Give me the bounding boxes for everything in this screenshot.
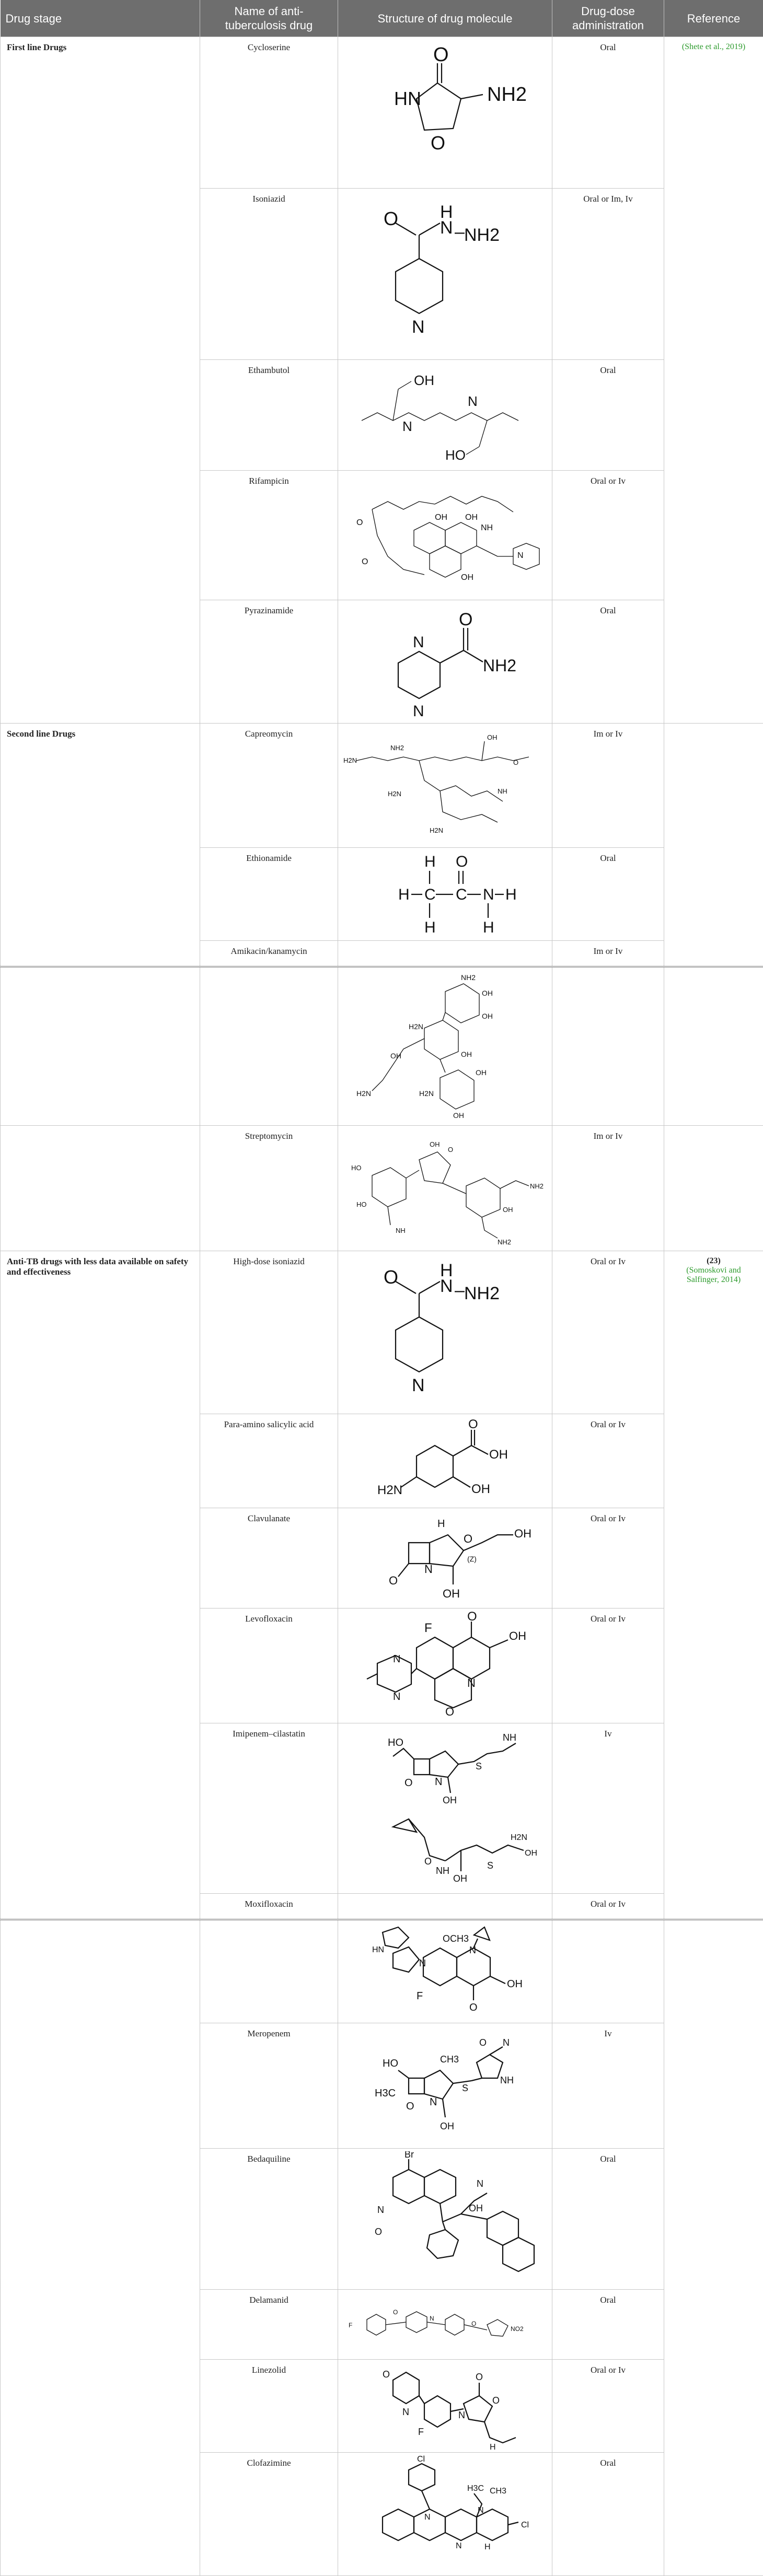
svg-text:NH2: NH2: [498, 1238, 511, 1246]
stage-continuation-2-empty: [1, 1920, 200, 2576]
svg-text:NH2: NH2: [464, 1284, 500, 1303]
svg-text:H: H: [424, 919, 436, 936]
svg-text:H: H: [398, 886, 410, 903]
svg-text:N: N: [440, 1276, 453, 1296]
svg-text:OH: OH: [443, 1587, 460, 1600]
svg-text:S: S: [462, 2083, 468, 2093]
svg-text:CH3: CH3: [490, 2487, 506, 2496]
svg-text:N: N: [430, 2096, 437, 2108]
svg-text:Br: Br: [404, 2151, 414, 2160]
svg-text:F: F: [424, 1621, 432, 1635]
drug-name-cycloserine: Cycloserine: [200, 37, 338, 189]
svg-text:N: N: [483, 886, 494, 903]
svg-text:NH2: NH2: [483, 656, 516, 675]
drug-name-ethionamide: Ethionamide: [200, 848, 338, 941]
svg-text:NO2: NO2: [511, 2325, 524, 2333]
drug-name-ethambutol: Ethambutol: [200, 360, 338, 471]
svg-text:O: O: [467, 1611, 477, 1624]
svg-text:OH: OH: [390, 1052, 401, 1060]
stage-anti-tb-less-data: Anti-TB drugs with less data available on safety and effectiveness: [1, 1251, 200, 1920]
svg-text:H2N: H2N: [377, 1483, 402, 1497]
bedaquiline-structure-icon: [338, 2149, 552, 2290]
svg-text:O: O: [384, 1266, 398, 1288]
svg-text:O: O: [404, 1777, 413, 1789]
admin-meropenem: Iv: [552, 2023, 664, 2149]
svg-text:NH: NH: [436, 1866, 449, 1876]
table-row: [1, 967, 763, 1126]
drug-name-bedaquiline: Bedaquiline: [200, 2149, 338, 2290]
svg-text:O: O: [448, 1146, 453, 1153]
svg-text:H2N: H2N: [388, 790, 401, 798]
admin-isoniazid: Oral or Im, Iv: [552, 189, 664, 360]
svg-text:HN: HN: [394, 88, 421, 109]
svg-text:N: N: [477, 2178, 483, 2189]
svg-text:O: O: [383, 2369, 390, 2380]
stage-first-line: First line Drugs: [1, 37, 200, 724]
drug-name-capreomycin: Capreomycin: [200, 724, 338, 848]
svg-text:NH: NH: [500, 2075, 514, 2085]
svg-text:N: N: [413, 634, 424, 651]
meropenem-structure-icon: [338, 2023, 552, 2149]
svg-text:OH: OH: [440, 2121, 454, 2131]
drug-name-isoniazid: Isoniazid: [200, 189, 338, 360]
svg-text:OH: OH: [453, 1111, 464, 1120]
svg-text:H: H: [490, 2443, 496, 2451]
svg-text:S: S: [487, 1860, 493, 1871]
svg-text:H: H: [440, 1261, 453, 1280]
svg-text:F: F: [349, 2322, 352, 2329]
header-drug-name: Name of anti-tuberculosis drug: [200, 0, 338, 37]
high-dose-isoniazid-structure-icon: [338, 1251, 552, 1414]
svg-text:OH: OH: [453, 1873, 467, 1884]
drug-name-pas: Para-amino salicylic acid: [200, 1414, 338, 1508]
drug-name-rifampicin: Rifampicin: [200, 471, 338, 600]
amikacin-structure-empty: [338, 941, 552, 967]
svg-text:O: O: [406, 2101, 414, 2112]
svg-text:Cl: Cl: [417, 2455, 425, 2464]
clavulanate-structure-icon: [338, 1508, 552, 1608]
admin-linezolid: Oral or Iv: [552, 2360, 664, 2453]
drug-name-meropenem: Meropenem: [200, 2023, 338, 2149]
admin-rifampicin: Oral or Iv: [552, 471, 664, 600]
header-administration: Drug-dose administration: [552, 0, 664, 37]
svg-text:Cl: Cl: [521, 2521, 529, 2530]
svg-text:O: O: [456, 853, 468, 870]
svg-text:N: N: [430, 2315, 434, 2322]
reference-continuation-2-empty: [664, 1920, 763, 2576]
svg-text:O: O: [468, 1417, 478, 1431]
svg-text:OH: OH: [430, 1140, 440, 1148]
svg-text:N: N: [468, 393, 478, 409]
admin-ethambutol: Oral: [552, 360, 664, 471]
svg-text:OH: OH: [482, 1012, 493, 1020]
svg-text:NH: NH: [481, 523, 493, 532]
svg-text:N: N: [393, 1653, 400, 1665]
ethambutol-structure-icon: [338, 360, 552, 471]
admin-clavulanate: Oral or Iv: [552, 1508, 664, 1608]
svg-text:OH: OH: [443, 1795, 457, 1805]
svg-text:OH: OH: [461, 573, 473, 582]
svg-text:O: O: [384, 208, 398, 229]
svg-text:O: O: [362, 557, 368, 566]
svg-text:O: O: [459, 610, 472, 630]
svg-text:NH2: NH2: [390, 744, 404, 752]
admin-delamanid: Oral: [552, 2290, 664, 2360]
rifampicin-structure-icon: [338, 471, 552, 600]
svg-text:O: O: [431, 132, 445, 154]
levofloxacin-structure-icon: [338, 1608, 552, 1723]
admin-cycloserine: Oral: [552, 37, 664, 189]
svg-text:(Z): (Z): [467, 1555, 477, 1563]
svg-text:N: N: [393, 1691, 400, 1703]
svg-text:N: N: [424, 2513, 431, 2522]
svg-text:HO: HO: [383, 2058, 398, 2069]
admin-pas: Oral or Iv: [552, 1414, 664, 1508]
cycloserine-structure-icon: [338, 37, 552, 189]
drug-name-high-dose-isoniazid: High-dose isoniazid: [200, 1251, 338, 1414]
svg-text:N: N: [412, 1376, 425, 1395]
admin-streptomycin: Im or Iv: [552, 1126, 664, 1251]
svg-text:OH: OH: [525, 1849, 537, 1858]
amikacin-structure-icon: [338, 967, 552, 1126]
svg-text:N: N: [517, 551, 524, 560]
svg-text:F: F: [418, 2427, 424, 2437]
svg-text:F: F: [417, 1990, 423, 2002]
table-row: [1, 1920, 763, 2023]
svg-text:NH2: NH2: [461, 973, 476, 982]
admin-moxifloxacin: Oral or Iv: [552, 1894, 664, 1920]
svg-text:H: H: [440, 202, 453, 222]
isoniazid-structure-icon: [338, 189, 552, 360]
svg-text:N: N: [456, 2542, 462, 2550]
svg-text:–: –: [455, 1280, 465, 1300]
svg-text:H2N: H2N: [343, 756, 357, 764]
capreomycin-structure-icon: [338, 724, 552, 848]
table-row: [1, 724, 763, 848]
svg-text:OH: OH: [509, 1629, 526, 1642]
admin-bedaquiline: Oral: [552, 2149, 664, 2290]
admin-capreomycin: Im or Iv: [552, 724, 664, 848]
drug-name-clavulanate: Clavulanate: [200, 1508, 338, 1608]
svg-text:OH: OH: [465, 513, 478, 522]
svg-text:OCH3: OCH3: [443, 1933, 469, 1944]
svg-text:C: C: [424, 886, 436, 903]
svg-text:O: O: [424, 1856, 432, 1867]
svg-text:O: O: [445, 1705, 454, 1718]
svg-text:H2N: H2N: [511, 1833, 527, 1842]
drug-name-amikacin: Amikacin/kanamycin: [200, 941, 338, 967]
delamanid-structure-icon: [338, 2290, 552, 2360]
svg-text:OH: OH: [435, 513, 447, 522]
header-reference: Reference: [664, 0, 763, 37]
svg-text:H2N: H2N: [430, 826, 443, 834]
svg-text:N: N: [377, 2205, 384, 2215]
svg-text:H: H: [483, 919, 494, 936]
svg-text:N: N: [478, 2506, 484, 2515]
svg-text:C: C: [456, 886, 467, 903]
svg-text:N: N: [435, 1776, 442, 1788]
svg-text:O: O: [469, 2002, 478, 2013]
svg-text:NH: NH: [396, 1227, 406, 1234]
svg-text:N: N: [402, 2407, 409, 2417]
drug-name-streptomycin: Streptomycin: [200, 1126, 338, 1251]
svg-text:NH: NH: [498, 787, 507, 795]
svg-text:N: N: [419, 1958, 426, 1968]
header-structure: Structure of drug molecule: [338, 0, 552, 37]
admin-ethionamide: Oral: [552, 848, 664, 941]
drug-name-clofazimine: Clofazimine: [200, 2453, 338, 2576]
admin-clofazimine: Oral: [552, 2453, 664, 2576]
svg-text:O: O: [375, 2227, 382, 2237]
svg-text:OH: OH: [487, 733, 498, 741]
clofazimine-structure-icon: [338, 2453, 552, 2576]
svg-text:OH: OH: [507, 1978, 523, 1990]
svg-text:OH: OH: [414, 372, 434, 388]
moxifloxacin-structure-icon: [338, 1920, 552, 2023]
svg-text:O: O: [492, 2395, 500, 2406]
svg-text:O: O: [471, 2320, 476, 2327]
svg-text:H2N: H2N: [419, 1089, 434, 1098]
imipenem-structure-icon: [338, 1723, 552, 1894]
svg-text:N: N: [402, 418, 412, 434]
admin-continuation-2-empty: [552, 1920, 664, 2023]
svg-text:OH: OH: [476, 1068, 487, 1077]
admin-high-dose-isoniazid: Oral or Iv: [552, 1251, 664, 1414]
reference-second-line-empty: [664, 724, 763, 967]
header-drug-stage: Drug stage: [1, 0, 200, 37]
svg-text:OH: OH: [471, 1482, 490, 1496]
ethionamide-structure-icon: [338, 848, 552, 941]
svg-text:CH3: CH3: [440, 2054, 459, 2065]
drug-name-continuation-empty: [200, 967, 338, 1126]
svg-text:H2N: H2N: [356, 1089, 371, 1098]
admin-amikacin: Im or Iv: [552, 941, 664, 967]
svg-text:HO: HO: [388, 1737, 403, 1749]
svg-text:O: O: [356, 518, 363, 527]
admin-continuation-empty: [552, 967, 664, 1126]
svg-text:HO: HO: [351, 1164, 362, 1172]
stage-second-line: Second line Drugs: [1, 724, 200, 967]
svg-text:HO: HO: [445, 447, 466, 463]
svg-text:O: O: [479, 2037, 487, 2048]
svg-text:OH: OH: [503, 1206, 513, 1214]
svg-text:OH: OH: [482, 989, 493, 997]
svg-text:OH: OH: [469, 2203, 483, 2213]
drug-name-levofloxacin: Levofloxacin: [200, 1608, 338, 1723]
svg-text:HN: HN: [372, 1945, 384, 1954]
svg-text:N: N: [469, 1945, 476, 1955]
stage-continuation-empty: [1, 967, 200, 1126]
svg-text:N: N: [467, 1676, 476, 1689]
svg-text:H: H: [484, 2543, 491, 2551]
svg-text:NH: NH: [503, 1732, 516, 1743]
svg-text:O: O: [513, 759, 518, 766]
drug-name-moxifloxacin: Moxifloxacin: [200, 1894, 338, 1920]
svg-text:OH: OH: [489, 1448, 508, 1462]
drug-name-continuation-2-empty: [200, 1920, 338, 2023]
svg-text:N: N: [440, 218, 453, 238]
reference-streptomycin-empty: [664, 1126, 763, 1251]
admin-imipenem: Iv: [552, 1723, 664, 1894]
svg-text:O: O: [464, 1532, 472, 1545]
svg-text:H: H: [437, 1518, 445, 1530]
svg-text:O: O: [393, 2309, 398, 2316]
admin-pyrazinamide: Oral: [552, 600, 664, 724]
drug-name-imipenem: Imipenem–cilastatin: [200, 1723, 338, 1894]
reference-continuation-empty: [664, 967, 763, 1126]
table-row: [1, 1126, 763, 1251]
svg-text:H3C: H3C: [375, 2088, 396, 2099]
svg-text:–: –: [455, 222, 465, 242]
svg-text:N: N: [458, 2410, 465, 2420]
svg-text:N: N: [424, 1563, 433, 1576]
svg-text:H2N: H2N: [409, 1022, 423, 1031]
svg-text:N: N: [413, 703, 424, 719]
svg-text:N: N: [412, 317, 425, 337]
svg-text:HO: HO: [356, 1200, 367, 1208]
drug-name-delamanid: Delamanid: [200, 2290, 338, 2360]
drug-name-pyrazinamide: Pyrazinamide: [200, 600, 338, 724]
stage-streptomycin-empty: [1, 1126, 200, 1251]
reference-anti-tb[interactable]: (23) (Somoskovi and Salfinger, 2014): [664, 1251, 763, 1920]
reference-first-line[interactable]: (Shete et al., 2019): [664, 37, 763, 724]
svg-text:H: H: [505, 886, 517, 903]
streptomycin-structure-icon: [338, 1126, 552, 1251]
drug-name-linezolid: Linezolid: [200, 2360, 338, 2453]
svg-text:NH2: NH2: [487, 84, 527, 106]
svg-text:O: O: [433, 44, 449, 66]
svg-text:H3C: H3C: [467, 2484, 484, 2493]
pas-structure-icon: [338, 1414, 552, 1508]
table-row: [1, 1251, 763, 1414]
moxifloxacin-structure-empty: [338, 1894, 552, 1920]
linezolid-structure-icon: [338, 2360, 552, 2453]
svg-text:OH: OH: [514, 1527, 531, 1540]
svg-text:H: H: [424, 853, 436, 870]
table-header-row: [1, 0, 763, 37]
svg-text:S: S: [476, 1761, 482, 1771]
svg-text:N: N: [503, 2037, 510, 2048]
svg-text:O: O: [389, 1574, 398, 1587]
admin-levofloxacin: Oral or Iv: [552, 1608, 664, 1723]
table-row: [1, 37, 763, 189]
pyrazinamide-structure-icon: [338, 600, 552, 724]
svg-text:NH2: NH2: [464, 225, 500, 245]
svg-text:NH2: NH2: [530, 1182, 544, 1190]
svg-text:O: O: [476, 2372, 483, 2382]
svg-text:OH: OH: [461, 1050, 472, 1058]
